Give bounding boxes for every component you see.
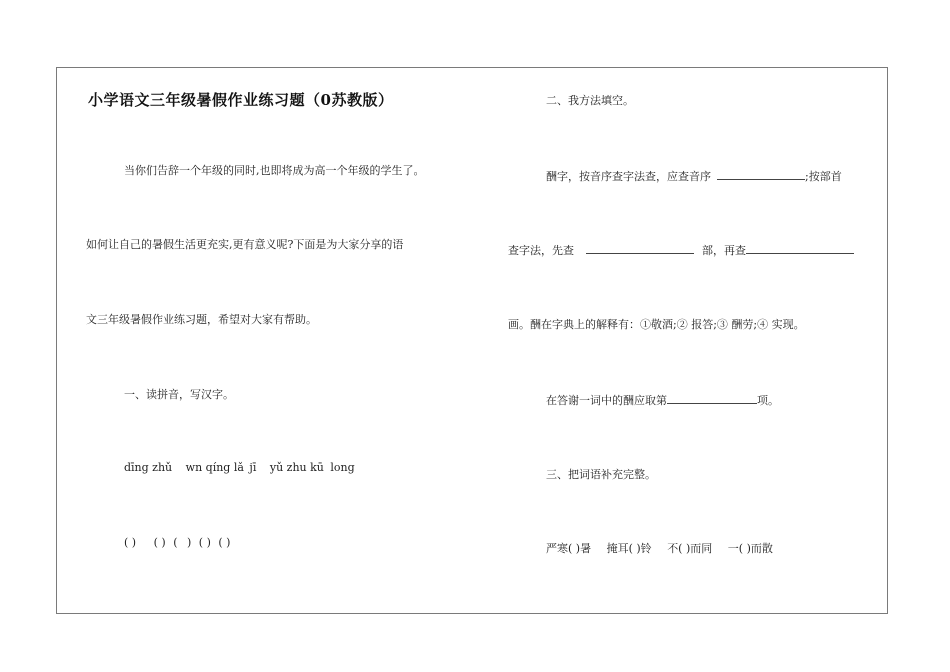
fill-blank[interactable] [746,243,854,254]
pinyin-item: dīng zhǔ [124,461,173,474]
section-2-line-3: 画。酬在字典上的解释有：①敬酒;② 报答;③ 酬劳;④ 实现。 [508,318,805,331]
pinyin-row [124,461,355,475]
section-2-text: 在答谢一词中的酬应取第 [546,394,667,407]
section-3-heading: 三、把词语补充完整。 [546,468,656,481]
section-1-heading: 一、读拼音，写汉字。 [124,388,234,401]
intro-line-3: 文三年级暑假作业练习题，希望对大家有帮助。 [86,313,317,326]
section-2-heading: 二、我方法填空。 [546,94,634,107]
pinyin-item: yǔ zhu kū [269,461,324,474]
section-2-line-1 [546,169,842,184]
section-2-text: ;按部首 [805,170,842,183]
document-page [56,67,888,614]
answer-bracket: ( ) [153,536,166,549]
answer-bracket: ) [186,536,192,549]
pinyin-item: long [330,461,355,474]
answer-bracket: ( ) [124,536,137,549]
idiom-row [546,542,773,556]
answer-brackets-row [124,536,230,550]
section-2-text: 项。 [757,394,779,407]
fill-blank[interactable] [667,393,757,404]
fill-blank[interactable] [717,169,805,180]
pinyin-item: jī [249,461,257,474]
pinyin-item: wn qíng lǎ [185,461,244,474]
fill-blank[interactable] [586,243,694,254]
idiom-item: 不( )而同 [667,542,713,555]
section-2-text: 部，再查 [702,244,746,257]
section-2-line-2 [508,243,854,258]
idiom-item: 掩耳( )铃 [606,542,652,555]
intro-line-2: 如何让自己的暑假生活更充实,更有意义呢?下面是为大家分享的语 [86,238,404,251]
idiom-item: 一( )而散 [727,542,773,555]
answer-bracket: ( [173,536,178,549]
section-2-line-4 [546,393,779,408]
intro-line-1: 当你们告辞一个年级的同时,也即将成为高一个年级的学生了。 [124,164,425,177]
document-title: 小学语文三年级暑假作业练习题（0苏教版） [88,91,394,109]
section-2-text: 酬字，按音序查字法查，应查音序 [546,170,711,183]
answer-bracket: ( ) [198,536,211,549]
answer-bracket: ( ) [218,536,231,549]
idiom-item: 严寒( )暑 [546,542,592,555]
section-2-text: 查字法，先查 [508,244,574,257]
